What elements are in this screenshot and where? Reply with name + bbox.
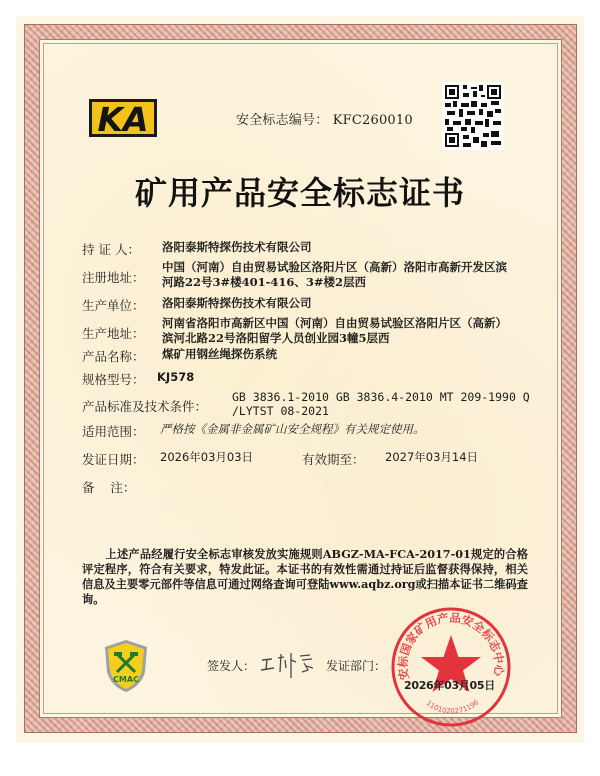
svg-text:KA: KA — [97, 100, 149, 139]
certification-statement: 上述产品经履行安全标志审核发放实施规则ABGZ-MA-FCA-2017-01规定的合格评定程序，符合有关要求，特发此证。本证书的有效性需通过持证后监督获得保持，相关信息及主要零元部件等信息可通过网络查询可登陆www.aqbz.org或扫描本证书二维码查询。 — [82, 547, 528, 606]
field-value: 洛阳泰斯特探伤技术有限公司 — [162, 240, 312, 254]
field-value: 2026年03月03日 — [160, 450, 254, 464]
ka-logo-icon — [86, 93, 160, 143]
field-value-line-2: 滨河北路22号洛阳留学人员创业园3幢5层西 — [162, 331, 390, 345]
signer-label: 签发人： — [207, 659, 256, 673]
field-label: 适用范围： — [82, 424, 145, 439]
field-label: 持 证 人： — [82, 242, 140, 257]
field-label: 备 注： — [82, 480, 136, 495]
certificate-title: 矿用产品安全标志证书 — [134, 174, 465, 212]
field-label: 发证日期： — [82, 452, 145, 467]
issuing-dept-label: 发证部门： — [326, 659, 387, 673]
field-label: 生产地址： — [82, 326, 145, 341]
safety-mark-number: 安全标志编号： KFC260010 — [236, 113, 413, 128]
field-label: 注册地址： — [82, 270, 145, 285]
signature-icon — [258, 648, 318, 680]
field-label: 产品名称： — [82, 349, 145, 364]
field-value-line-1: GB 3836.1-2010 GB 3836.4-2010 MT 209-1990 Q — [232, 390, 530, 404]
field-value: 严格按《金属非金属矿山安全规程》有关规定使用。 — [160, 422, 425, 436]
field-value: 2027年03月14日 — [385, 450, 479, 464]
field-value: KJ578 — [157, 370, 195, 384]
stamp-date: 2026年03月05日 — [404, 679, 495, 692]
qr-code-icon[interactable] — [442, 82, 504, 150]
svg-text:1101020271196: 1101020271196 — [424, 698, 481, 716]
field-value-line-2: 河路22号3#楼401-416、3#楼2层西 — [162, 275, 367, 289]
field-label: 规格型号： — [82, 372, 145, 387]
official-seal-icon — [389, 605, 513, 729]
cmac-shield-icon — [103, 638, 149, 694]
svg-text:CMAC: CMAC — [113, 675, 139, 684]
field-label: 有效期至： — [302, 452, 365, 467]
svg-text:安标国家矿用产品安全标志中心有限公司: 安标国家矿用产品安全标志中心 — [395, 610, 507, 682]
field-label: 产品标准及技术条件： — [82, 399, 208, 414]
field-value: 煤矿用钢丝绳探伤系统 — [162, 347, 277, 361]
field-value-line-1: 河南省洛阳市高新区中国（河南）自由贸易试验区洛阳片区（高新） — [162, 316, 507, 330]
field-label: 生产单位： — [82, 298, 145, 313]
field-value-line-2: /LYTST 08-2021 — [232, 404, 329, 418]
field-value: 洛阳泰斯特探伤技术有限公司 — [162, 296, 312, 310]
field-value-line-1: 中国（河南）自由贸易试验区洛阳片区（高新）洛阳市高新开发区滨 — [162, 260, 507, 274]
